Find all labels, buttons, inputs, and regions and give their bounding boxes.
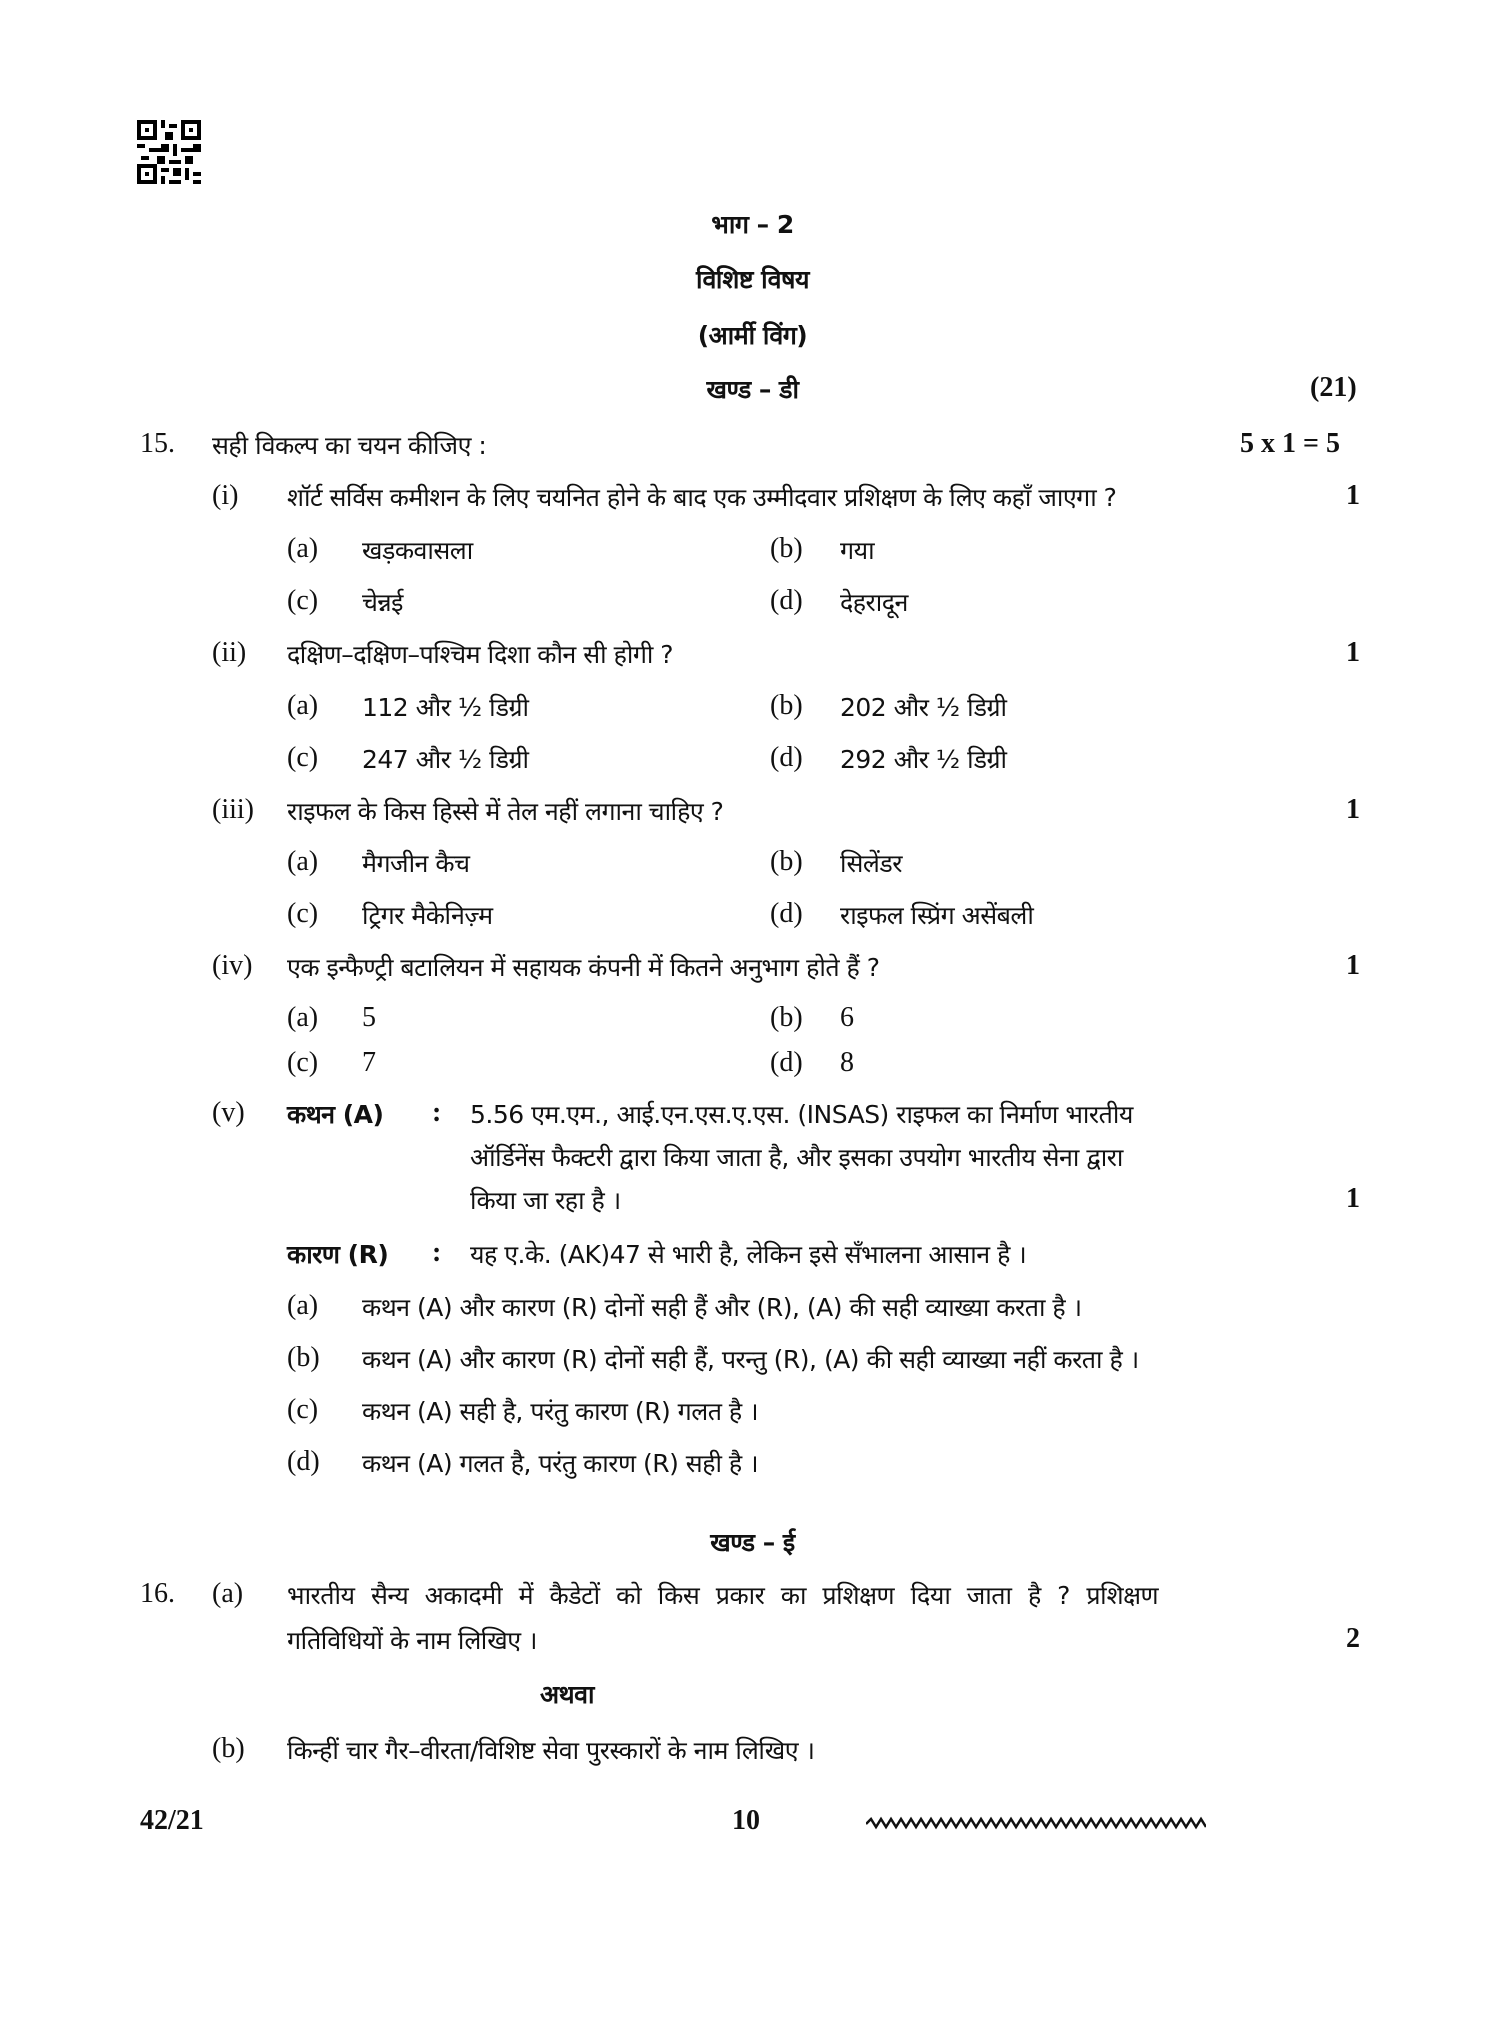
reason-text: यह ए.के. (AK)47 से भारी है, लेकिन इसे सँभालना आसान है । <box>470 1240 1027 1269</box>
wavy-line-decoration <box>866 1812 1206 1834</box>
assertion-line: किया जा रहा है । <box>470 1186 621 1215</box>
sub-question-label: (v) <box>212 1097 245 1128</box>
option-label: (c) <box>287 1047 319 1078</box>
q16-b-text: किन्हीं चार गैर–वीरता/विशिष्ट सेवा पुरस्कारों के नाम लिखिए । <box>287 1736 815 1765</box>
sub-question-marks: 1 <box>1346 637 1360 668</box>
q15-instruction: सही विकल्प का चयन कीजिए : <box>212 431 487 460</box>
reason-colon: : <box>432 1237 442 1268</box>
sub-question-marks: 1 <box>1346 950 1360 981</box>
subject-heading: विशिष्ट विषय <box>696 265 809 294</box>
q15-marks: 5 x 1 = 5 <box>1240 428 1340 459</box>
sub-question-text: राइफल के किस हिस्से में तेल नहीं लगाना चाहिए ? <box>287 797 724 826</box>
q16-a-marks: 2 <box>1346 1623 1360 1654</box>
sub-question-text: शॉर्ट सर्विस कमीशन के लिए चयनित होने के बाद एक उम्मीदवार प्रशिक्षण के लिए कहाँ जाएगा ? <box>287 483 1117 512</box>
assertion-label: कथन (A) <box>287 1100 384 1129</box>
option-label: (b) <box>287 1342 320 1373</box>
option-text: चेन्नई <box>362 588 403 617</box>
option-text: राइफल स्प्रिंग असेंबली <box>840 901 1034 930</box>
sub-question-text: एक इन्फैण्ट्री बटालियन में सहायक कंपनी में कितने अनुभाग होते हैं ? <box>287 953 880 982</box>
sub-question-marks: 1 <box>1346 1183 1360 1214</box>
option-text: 7 <box>362 1047 376 1078</box>
option-label: (b) <box>770 846 803 877</box>
q16-a-label: (a) <box>212 1578 244 1609</box>
option-label: (d) <box>770 898 803 929</box>
assertion-line: ऑर्डिनेंस फैक्टरी द्वारा किया जाता है, और इसका उपयोग भारतीय सेना द्वारा <box>470 1143 1123 1172</box>
option-text: ट्रिगर मैकेनिज़्म <box>362 901 493 930</box>
option-label: (d) <box>770 585 803 616</box>
sub-question-text: दक्षिण–दक्षिण–पश्चिम दिशा कौन सी होगी ? <box>287 640 674 669</box>
option-text: कथन (A) और कारण (R) दोनों सही हैं और (R), (A) की सही व्याख्या करता है । <box>362 1293 1082 1322</box>
option-text: 292 और ½ डिग्री <box>840 745 1007 774</box>
sub-question-marks: 1 <box>1346 794 1360 825</box>
question-number-15: 15. <box>140 428 175 459</box>
paper-code: 42/21 <box>140 1805 204 1836</box>
question-number-16: 16. <box>140 1578 175 1609</box>
qr-code-icon <box>137 120 201 184</box>
option-label: (d) <box>770 1047 803 1078</box>
option-label: (d) <box>770 742 803 773</box>
option-text: 6 <box>840 1002 854 1033</box>
q16-a-line: भारतीय सैन्य अकादमी में कैडेटों को किस प्रकार का प्रशिक्षण दिया जाता है ? प्रशिक्षण <box>287 1581 1159 1610</box>
sub-question-label: (iv) <box>212 950 253 981</box>
part-heading: भाग – 2 <box>711 210 794 239</box>
option-label: (c) <box>287 742 319 773</box>
option-label: (c) <box>287 1394 319 1425</box>
option-label: (a) <box>287 690 319 721</box>
option-text: 8 <box>840 1047 854 1078</box>
sub-question-marks: 1 <box>1346 480 1360 511</box>
assertion-colon: : <box>432 1097 442 1128</box>
option-text: मैगजीन कैच <box>362 849 470 878</box>
option-label: (b) <box>770 690 803 721</box>
option-label: (b) <box>770 533 803 564</box>
option-label: (c) <box>287 898 319 929</box>
option-text: खड़कवासला <box>362 536 473 565</box>
sub-question-label: (ii) <box>212 637 247 668</box>
option-text: 202 और ½ डिग्री <box>840 693 1007 722</box>
option-text: देहरादून <box>840 588 908 617</box>
option-label: (a) <box>287 846 319 877</box>
q16-b-label: (b) <box>212 1733 245 1764</box>
sub-question-label: (iii) <box>212 794 254 825</box>
option-text: कथन (A) गलत है, परंतु कारण (R) सही है । <box>362 1449 759 1478</box>
option-text: 247 और ½ डिग्री <box>362 745 529 774</box>
option-text: कथन (A) और कारण (R) दोनों सही हैं, परन्तु (R), (A) की सही व्याख्या नहीं करता है । <box>362 1345 1139 1374</box>
q16-a-line: गतिविधियों के नाम लिखिए । <box>287 1626 537 1655</box>
option-label: (a) <box>287 533 319 564</box>
option-label: (a) <box>287 1290 319 1321</box>
section-d-marks: (21) <box>1310 372 1357 403</box>
reason-label: कारण (R) <box>287 1240 389 1269</box>
option-label: (d) <box>287 1446 320 1477</box>
option-label: (a) <box>287 1002 319 1033</box>
or-label: अथवा <box>540 1680 594 1709</box>
option-text: 5 <box>362 1002 376 1033</box>
option-text: 112 और ½ डिग्री <box>362 693 529 722</box>
option-text: गया <box>840 536 875 565</box>
assertion-line: 5.56 एम.एम., आई.एन.एस.ए.एस. (INSAS) राइफल का निर्माण भारतीय <box>470 1100 1133 1129</box>
option-label: (c) <box>287 585 319 616</box>
option-text: सिलेंडर <box>840 849 902 878</box>
wing-heading: (आर्मी विंग) <box>697 321 808 350</box>
option-text: कथन (A) सही है, परंतु कारण (R) गलत है । <box>362 1397 759 1426</box>
section-d-heading: खण्ड – डी <box>706 375 799 404</box>
sub-question-label: (i) <box>212 480 239 511</box>
page-number: 10 <box>732 1805 760 1836</box>
option-label: (b) <box>770 1002 803 1033</box>
section-e-heading: खण्ड – ई <box>710 1528 795 1557</box>
